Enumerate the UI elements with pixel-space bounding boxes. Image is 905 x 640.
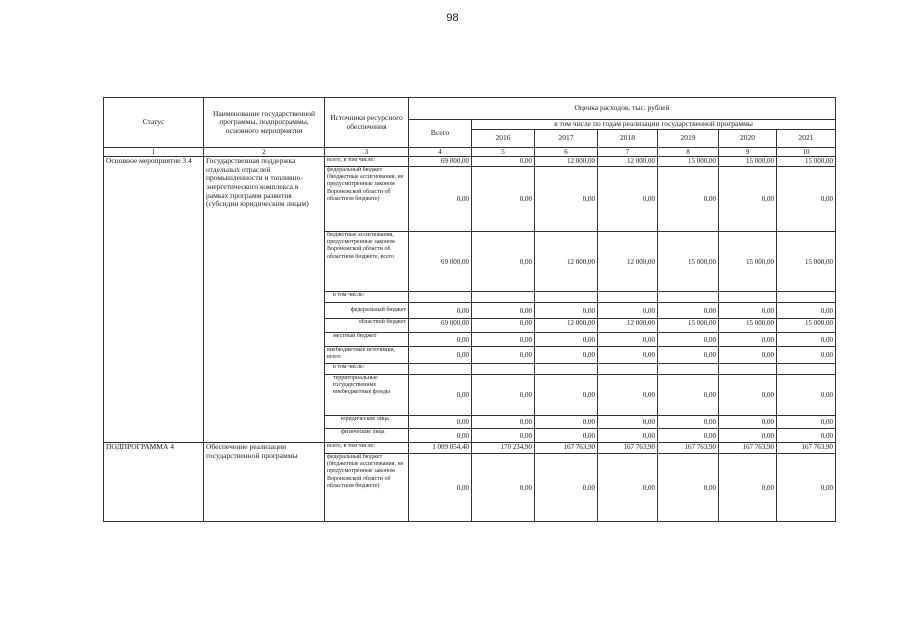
column-number: 8 [658,148,719,157]
value-cell [409,364,472,375]
value-cell: 0,00 [598,303,658,319]
value-cell: 0,00 [777,429,836,443]
header-total: Всего [409,120,472,148]
value-cell: 0,00 [598,167,658,232]
value-cell [658,292,719,303]
header-sources: Источники ресурсного обеспечения [325,98,409,148]
value-cell: 0,00 [777,454,836,522]
column-number: 2 [204,148,325,157]
column-number: 7 [598,148,658,157]
value-cell: 0,00 [409,454,472,522]
value-cell: 0,00 [598,375,658,416]
value-cell: 0,00 [535,454,598,522]
value-cell: 0,00 [409,429,472,443]
value-cell: 15 000,00 [658,319,719,333]
value-cell: 0,00 [535,416,598,429]
value-cell: 15 000,00 [658,157,719,167]
column-number: 10 [777,148,836,157]
value-cell: 0,00 [535,333,598,347]
value-cell: 0,00 [472,167,535,232]
value-cell: 0,00 [777,416,836,429]
value-cell: 12 000,00 [535,319,598,333]
value-cell: 0,00 [598,347,658,364]
value-cell: 0,00 [472,303,535,319]
column-number: 6 [535,148,598,157]
value-cell: 0,00 [719,416,777,429]
value-cell: 0,00 [535,167,598,232]
value-cell [535,292,598,303]
value-cell: 0,00 [719,429,777,443]
value-cell: 0,00 [535,375,598,416]
value-cell: 0,00 [598,416,658,429]
value-cell: 0,00 [719,167,777,232]
value-cell [472,292,535,303]
header-year: 2020 [719,130,777,148]
value-cell: 12 000,00 [598,232,658,292]
value-cell [777,364,836,375]
column-number: 1 [104,148,204,157]
source-cell: местный бюджет [325,333,409,347]
value-cell: 12 000,00 [535,232,598,292]
value-cell: 0,00 [719,375,777,416]
value-cell: 0,00 [598,454,658,522]
value-cell: 0,00 [409,416,472,429]
value-cell: 0,00 [719,303,777,319]
table-row [104,443,836,454]
value-cell: 0,00 [719,454,777,522]
block1-status: Основное мероприятие 3.4 [104,157,204,443]
value-cell [535,364,598,375]
header-year: 2018 [598,130,658,148]
header-year: 2019 [658,130,719,148]
source-cell: федеральный бюджет (бюджетные ассигнования, не предусмотренные законом Воронежской области об областном бюджете) [325,454,409,522]
value-cell: 0,00 [658,429,719,443]
value-cell [472,364,535,375]
value-cell: 15 000,00 [719,157,777,167]
header-estimate: Оценка расходов, тыс. рублей [409,98,836,120]
value-cell: 0,00 [409,375,472,416]
value-cell: 69 000,00 [409,157,472,167]
value-cell: 69 000,00 [409,232,472,292]
value-cell: 0,00 [472,319,535,333]
header-year: 2021 [777,130,836,148]
source-cell: юридические лица [325,416,409,429]
value-cell: 167 763,90 [535,443,598,454]
value-cell: 0,00 [658,375,719,416]
value-cell: 15 000,00 [658,232,719,292]
value-cell: 0,00 [472,157,535,167]
value-cell: 0,00 [472,429,535,443]
value-cell: 0,00 [472,416,535,429]
block1-name: Государственная поддержка отдельных отраслей промышленности и топливно-энергетического комплекса в рамках программ развития (субсидии юридическим лицам) [204,157,325,443]
header-name: Наименование государственной программы, подпрограммы, основного мероприятия [204,98,325,148]
value-cell: 0,00 [777,347,836,364]
header-year: 2017 [535,130,598,148]
value-cell: 0,00 [719,333,777,347]
source-cell: бюджетные ассигнования, предусмотренные законом Воронежской области об областном бюджете, всего [325,232,409,292]
value-cell: 15 000,00 [777,157,836,167]
value-cell [409,292,472,303]
source-cell: территориальные государственные внебюджетные фонды [325,375,409,416]
block2-name: Обеспечение реализации государственной программы [204,443,325,522]
block2-status: ПОДПРОГРАММА 4 [104,443,204,522]
value-cell: 0,00 [658,416,719,429]
value-cell: 0,00 [777,303,836,319]
value-cell: 0,00 [409,333,472,347]
value-cell: 167 763,90 [598,443,658,454]
value-cell: 0,00 [409,303,472,319]
source-cell: областной бюджет [325,319,409,333]
value-cell: 167 763,90 [777,443,836,454]
header-status: Статус [104,98,204,148]
value-cell [719,364,777,375]
value-cell [598,292,658,303]
column-number: 9 [719,148,777,157]
value-cell: 0,00 [472,454,535,522]
value-cell: 15 000,00 [719,319,777,333]
value-cell: 0,00 [472,375,535,416]
source-cell: федеральный бюджет [325,303,409,319]
value-cell: 0,00 [409,167,472,232]
value-cell: 0,00 [777,333,836,347]
value-cell: 167 763,90 [719,443,777,454]
value-cell [777,292,836,303]
value-cell: 0,00 [535,429,598,443]
header-by-years: в том числе по годам реализации государственной программы [472,120,836,130]
source-cell: всего, в том числе: [325,157,409,167]
source-cell: в том числе: [325,292,409,303]
value-cell [598,364,658,375]
budget-table [103,97,836,522]
value-cell: 0,00 [598,333,658,347]
value-cell: 0,00 [777,375,836,416]
value-cell: 0,00 [777,167,836,232]
value-cell: 15 000,00 [777,232,836,292]
source-cell: федеральный бюджет (бюджетные ассигнования, не предусмотренные законом Воронежской области об областном бюджете) [325,167,409,232]
value-cell: 0,00 [409,347,472,364]
column-number: 5 [472,148,535,157]
value-cell: 15 000,00 [719,232,777,292]
value-cell [719,292,777,303]
value-cell: 15 000,00 [777,319,836,333]
column-number: 3 [325,148,409,157]
column-number: 4 [409,148,472,157]
value-cell: 0,00 [719,347,777,364]
value-cell: 0,00 [658,333,719,347]
value-cell [658,364,719,375]
source-cell: всего, в том числе: [325,443,409,454]
value-cell: 0,00 [535,303,598,319]
value-cell: 167 763,90 [658,443,719,454]
value-cell: 69 000,00 [409,319,472,333]
source-cell: физические лица [325,429,409,443]
value-cell: 170 234,90 [472,443,535,454]
value-cell: 0,00 [598,429,658,443]
table-row [104,157,836,167]
value-cell: 0,00 [658,303,719,319]
value-cell: 12 000,00 [598,319,658,333]
value-cell: 0,00 [658,347,719,364]
value-cell: 0,00 [472,347,535,364]
value-cell: 0,00 [658,454,719,522]
value-cell: 0,00 [472,333,535,347]
header-year: 2016 [472,130,535,148]
value-cell: 1 009 054,40 [409,443,472,454]
value-cell: 12 000,00 [598,157,658,167]
column-numbers-row [104,148,836,157]
value-cell: 0,00 [472,232,535,292]
value-cell: 12 000,00 [535,157,598,167]
value-cell: 0,00 [658,167,719,232]
source-cell: внебюджетные источники, всего [325,347,409,364]
source-cell: в том числе: [325,364,409,375]
page-number: 98 [446,12,459,24]
value-cell: 0,00 [535,347,598,364]
